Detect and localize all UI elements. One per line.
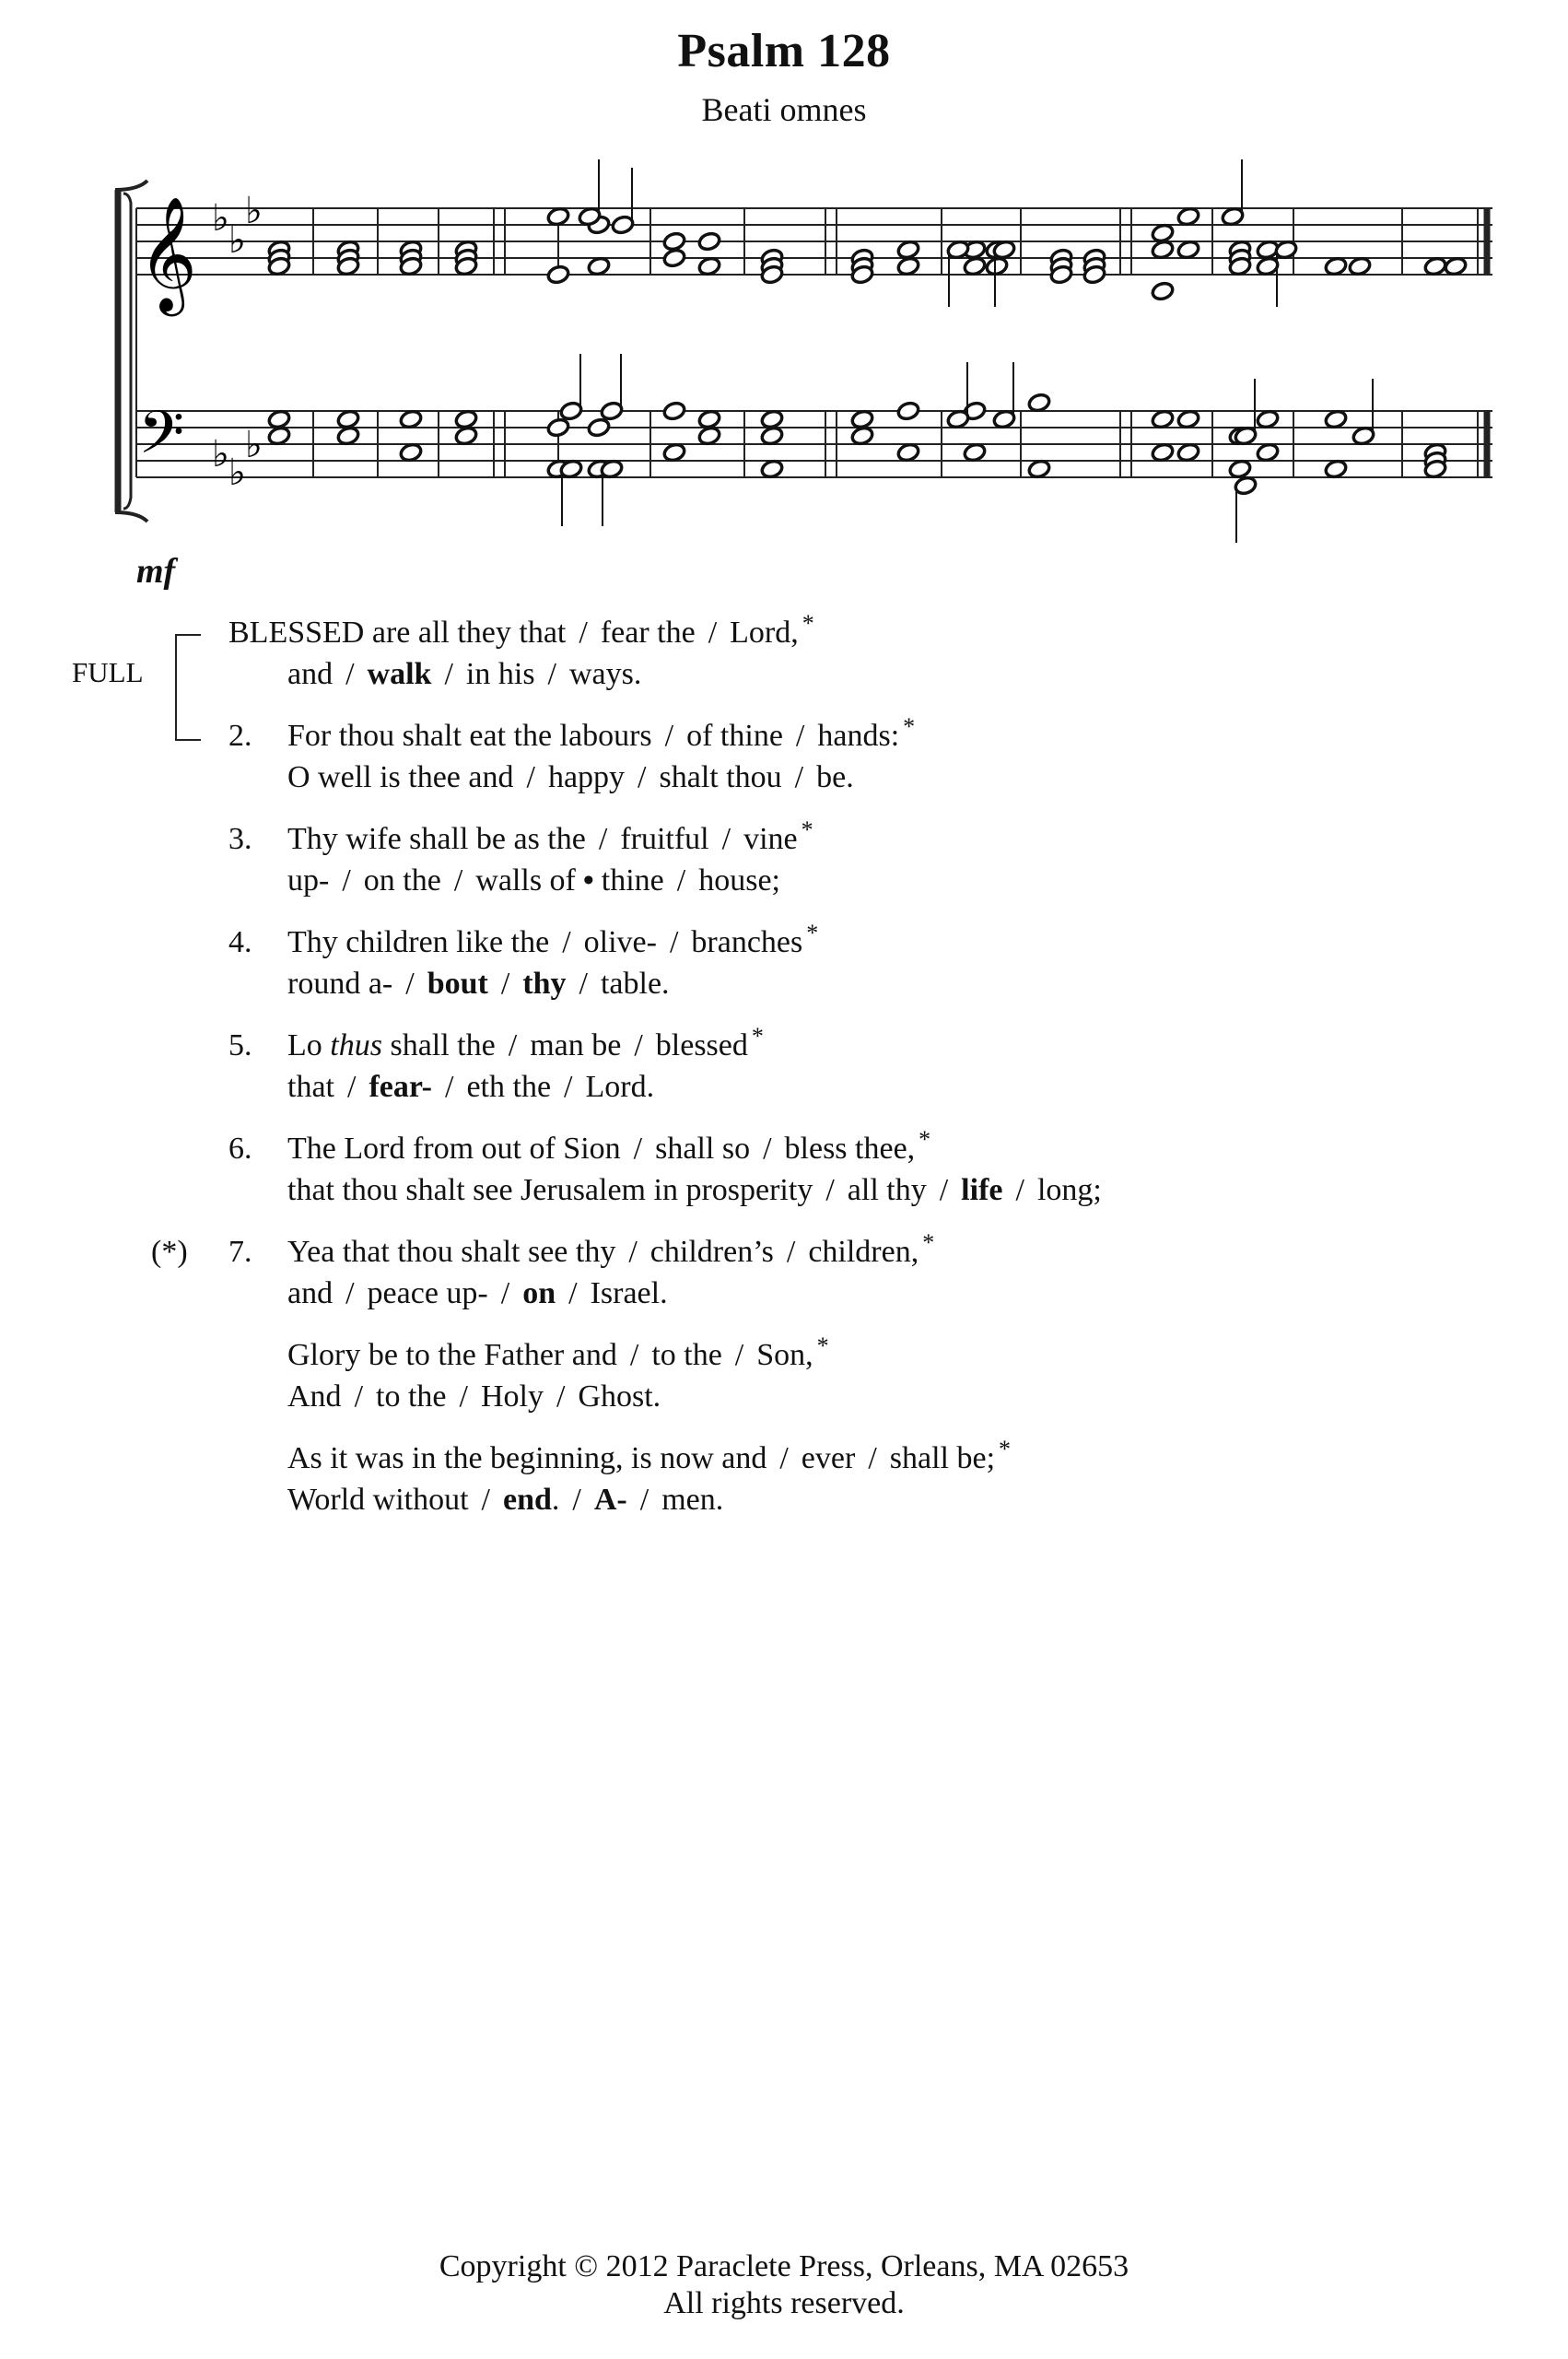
verse-text: [287, 1334, 829, 1378]
verse-line: [0, 963, 1568, 1004]
note-head: [267, 409, 291, 430]
verse-word: man be: [530, 1028, 622, 1062]
pointing-bar: /: [508, 1028, 518, 1062]
verse-word: long;: [1036, 1173, 1102, 1207]
pointing-bar: /: [795, 719, 805, 753]
verse-word: The Lord from out of Sion: [287, 1132, 621, 1166]
flat-sign: ♭: [228, 219, 246, 262]
pointing-bar: /: [638, 760, 647, 794]
verse-word: Thy wife shall be as the: [287, 822, 586, 856]
note-head: [697, 426, 721, 447]
note-head: [546, 417, 570, 439]
verse-number: 3.: [228, 822, 252, 856]
verse-number: 6.: [228, 1132, 252, 1166]
flat-sign: ♭: [212, 433, 229, 475]
verse-word: bless thee,: [784, 1132, 916, 1166]
pointing-bar: /: [500, 1276, 510, 1310]
note-head: [1151, 240, 1175, 261]
verse-word: ways.: [569, 657, 642, 691]
bracket-hook-bottom: [115, 512, 147, 522]
note-head: [454, 426, 478, 447]
mediation-asterisk: *: [801, 816, 813, 843]
pointing-bar: /: [598, 822, 608, 856]
note-head: [896, 401, 920, 422]
copyright-line: Copyright © 2012 Paraclete Press, Orleans, MA 02653: [439, 2249, 1129, 2283]
verse-word: house;: [698, 863, 780, 898]
flat-sign: ♭: [228, 452, 246, 494]
pointing-bar: /: [786, 1235, 796, 1269]
pointing-bar: /: [445, 1070, 454, 1104]
note-head: [985, 256, 1009, 277]
verse-word: peace up-: [367, 1276, 488, 1310]
stressed-syllable: thy: [522, 967, 567, 1001]
flat-sign: ♭: [245, 190, 263, 232]
note-head: [896, 256, 920, 277]
pointing-bar: /: [547, 657, 556, 691]
verse: [0, 921, 1568, 1004]
pointing-bar: /: [825, 1173, 835, 1207]
note-head: [697, 256, 721, 277]
verse-word: O well is thee and: [287, 760, 514, 794]
pointing-bar: /: [779, 1441, 789, 1475]
verse-text: [287, 757, 854, 798]
music-score: [0, 0, 1568, 553]
treble-clef: 𝄞: [138, 196, 197, 311]
note-head: [1151, 281, 1175, 302]
pointing-bar: /: [453, 863, 463, 898]
note-head: [1176, 442, 1200, 464]
verse-word: vine: [743, 822, 798, 856]
pointing-bar: /: [579, 616, 588, 650]
note-head: [1151, 409, 1175, 430]
verse-word: to the: [376, 1379, 447, 1414]
note-head: [1324, 459, 1348, 480]
pointing-bar: /: [345, 657, 355, 691]
note-head: [587, 417, 611, 439]
verse-word: that: [287, 1070, 334, 1104]
verse-text: [287, 653, 641, 695]
pointing-bar: /: [564, 1070, 573, 1104]
verse-word: and: [287, 1276, 333, 1310]
verse: [0, 1128, 1568, 1211]
verse-word: Ghost.: [578, 1379, 661, 1414]
note-head: [760, 459, 784, 480]
verse-text: [287, 1128, 930, 1171]
verse-text: [228, 612, 814, 655]
verse-word: of thine: [686, 719, 783, 753]
mediation-asterisk: *: [806, 920, 819, 946]
note-head: [587, 256, 611, 277]
verse-line: [0, 1334, 1568, 1376]
verse-number: 2.: [228, 719, 252, 753]
note-head: [697, 231, 721, 252]
verse-word: For thou shalt eat the labours: [287, 719, 652, 753]
note-head: [760, 409, 784, 430]
verse-word: fear the: [600, 616, 696, 650]
verse-word: thine: [601, 863, 664, 898]
verse-line: [0, 1273, 1568, 1314]
verse-word: shalt thou: [659, 760, 782, 794]
verse-word: branches: [691, 925, 803, 959]
note-head: [399, 409, 423, 430]
verse-text: [287, 1376, 661, 1417]
verse: [0, 1025, 1568, 1108]
stressed-syllable: end: [502, 1483, 552, 1517]
pointing-bar: /: [868, 1441, 877, 1475]
verse: [0, 612, 1568, 695]
pointing-bar: /: [481, 1483, 490, 1517]
verse-line: [0, 1066, 1568, 1108]
verse-line: [0, 757, 1568, 798]
verse-word: shall be;: [889, 1441, 996, 1475]
page-subtitle: Beati omnes: [701, 91, 867, 128]
note-head: [546, 264, 570, 286]
verse-word: Lo: [287, 1028, 331, 1062]
pointing-bar: /: [1015, 1173, 1024, 1207]
pointing-bar: /: [763, 1132, 772, 1166]
verse-word: ever: [801, 1441, 856, 1475]
verse-word: Son,: [756, 1338, 813, 1372]
pointing-bar: /: [669, 925, 679, 959]
verse-word: Lord.: [585, 1070, 655, 1104]
note-head: [1256, 442, 1280, 464]
pointing-dot: •: [582, 863, 594, 898]
verse-word: happy: [547, 760, 626, 794]
verse-word: Thy children like the: [287, 925, 550, 959]
pointing-bar: /: [342, 863, 351, 898]
note-head: [1027, 459, 1051, 480]
rights-line: All rights reserved.: [663, 2286, 905, 2320]
verse-word: men.: [661, 1483, 724, 1517]
verse-text: [287, 818, 813, 862]
verse-line: [0, 1438, 1568, 1479]
verse-line: [0, 612, 1568, 653]
verse-line: [0, 1128, 1568, 1169]
mediation-asterisk: *: [802, 610, 814, 637]
pointing-bar: /: [794, 760, 804, 794]
stressed-syllable: walk: [367, 657, 432, 691]
note-head: [1176, 240, 1200, 261]
stressed-syllable: A-: [593, 1483, 627, 1517]
verse-word: Holy: [480, 1379, 544, 1414]
pointing-bar: /: [628, 1235, 638, 1269]
note-head: [662, 442, 686, 464]
verse-word: walls of: [475, 863, 576, 898]
verse-text: [287, 1479, 723, 1520]
note-head: [1176, 409, 1200, 430]
verse-line: [0, 653, 1568, 695]
note-head: [963, 442, 987, 464]
mediation-asterisk: *: [903, 713, 916, 740]
verse-word: be.: [816, 760, 854, 794]
stressed-syllable: bout: [427, 967, 488, 1001]
verse-text: [287, 1231, 934, 1274]
pointing-bar: /: [346, 1070, 357, 1104]
verse-word: As it was in the beginning, is now and: [287, 1441, 767, 1475]
pointing-bar: /: [629, 1338, 639, 1372]
verse-line: [0, 818, 1568, 860]
flat-sign: ♭: [212, 197, 229, 240]
bass-clef: 𝄢: [138, 399, 185, 482]
verse-word: shall so: [655, 1132, 751, 1166]
dynamic-marking: mf: [136, 552, 176, 591]
system-bracket: [123, 194, 131, 509]
verse-number: 7.: [228, 1235, 252, 1269]
verse-word: all thy: [847, 1173, 927, 1207]
verse-line: [0, 1479, 1568, 1520]
stressed-syllable: fear-: [369, 1070, 433, 1104]
verse-line: [0, 1025, 1568, 1066]
note-head: [697, 409, 721, 430]
note-head: [760, 426, 784, 447]
verse-word: round a-: [287, 967, 393, 1001]
pointing-bar: /: [664, 719, 674, 753]
verse-number: 5.: [228, 1028, 252, 1062]
verse: [0, 1231, 1568, 1314]
note-head: [1151, 442, 1175, 464]
verse-text: [287, 1169, 1102, 1211]
pointing-bar: /: [633, 1132, 643, 1166]
verse-line: [0, 921, 1568, 963]
pointing-bar: /: [721, 822, 731, 856]
verse-word: Yea that thou shalt see thy: [287, 1235, 616, 1269]
pointing-bar: /: [708, 616, 718, 650]
verse-text: [287, 921, 818, 965]
note-head: [896, 240, 920, 261]
note-head: [963, 256, 987, 277]
mediation-asterisk: *: [816, 1332, 829, 1359]
verse: [0, 1334, 1568, 1417]
note-head: [454, 409, 478, 430]
note-head: [1324, 256, 1348, 277]
note-head: [1423, 256, 1447, 277]
note-head: [399, 442, 423, 464]
note-head: [662, 248, 686, 269]
verse-word: olive-: [583, 925, 657, 959]
pointing-bar: /: [500, 967, 510, 1001]
verse-word: and: [287, 657, 333, 691]
verse-word: And: [287, 1379, 342, 1414]
page-title: Psalm 128: [677, 25, 891, 77]
pointing-bar: /: [734, 1338, 744, 1372]
note-head: [1348, 256, 1372, 277]
note-head: [662, 231, 686, 252]
pointing-bar: /: [639, 1483, 649, 1517]
verse-word: .: [551, 1483, 560, 1517]
mediation-asterisk: *: [751, 1023, 764, 1050]
verse-line: [0, 1169, 1568, 1211]
verse-word: Israel.: [590, 1276, 668, 1310]
pointing-bar: /: [939, 1173, 949, 1207]
note-head: [267, 426, 291, 447]
pointing-bar: /: [572, 1483, 581, 1517]
note-head: [1151, 223, 1175, 244]
verse-word: in his: [465, 657, 535, 691]
verse-word: BLESSED are all they that: [228, 616, 567, 650]
pointing-bar: /: [526, 760, 535, 794]
note-head: [1027, 393, 1051, 414]
verse-word: children’s: [649, 1235, 774, 1269]
verse-word: up-: [287, 863, 330, 898]
verse-word: shall the: [381, 1028, 496, 1062]
note-head: [1256, 409, 1280, 430]
verse-line: [0, 1231, 1568, 1273]
pointing-bar: /: [676, 863, 686, 898]
verse-word: that thou shalt see Jerusalem in prosperity: [287, 1173, 813, 1207]
psalm-verses: [0, 612, 1568, 1541]
verse-text: [287, 1025, 764, 1068]
bracket-hook-top: [115, 181, 147, 190]
note-head: [1176, 206, 1200, 228]
verse-line: [0, 715, 1568, 757]
verse-text: [287, 1438, 1011, 1481]
verse-text: [287, 963, 670, 1004]
verse-word: to the: [651, 1338, 722, 1372]
pointing-bar: /: [568, 1276, 578, 1310]
note-head: [336, 426, 360, 447]
verse-line: [0, 1376, 1568, 1417]
verse-word: Glory be to the Father and: [287, 1338, 617, 1372]
verse-number: 4.: [228, 925, 252, 959]
pointing-bar: /: [354, 1379, 364, 1414]
note-head: [850, 426, 874, 447]
note-head: [336, 409, 360, 430]
verse-word: children,: [808, 1235, 919, 1269]
pointing-bar: /: [405, 967, 415, 1001]
note-head: [1324, 409, 1348, 430]
verse-word: Lord,: [730, 616, 799, 650]
note-head: [850, 409, 874, 430]
stressed-syllable: life: [961, 1173, 1003, 1207]
note-head: [1444, 256, 1468, 277]
verse-text: [287, 1066, 654, 1108]
verse: [0, 715, 1568, 798]
pointing-bar: /: [562, 925, 571, 959]
note-head: [546, 206, 570, 228]
pointing-bar: /: [459, 1379, 468, 1414]
flat-sign: ♭: [245, 424, 263, 466]
note-head: [896, 442, 920, 464]
note-head: [662, 401, 686, 422]
verse-word: on the: [363, 863, 441, 898]
verse-mark: (*): [151, 1235, 188, 1269]
verse-word: fruitful: [620, 822, 709, 856]
stressed-syllable: on: [522, 1276, 556, 1310]
mediation-asterisk: *: [919, 1126, 931, 1153]
verse-line: [0, 860, 1568, 901]
pointing-bar: /: [556, 1379, 566, 1414]
mediation-asterisk: *: [999, 1436, 1012, 1462]
full-label: FULL: [72, 656, 144, 688]
verse-word: eth the: [466, 1070, 552, 1104]
pointing-bar: /: [579, 967, 588, 1001]
verse-word: thus: [330, 1028, 382, 1062]
verse: [0, 1438, 1568, 1520]
pointing-bar: /: [634, 1028, 643, 1062]
verse-text: [287, 860, 780, 901]
pointing-bar: /: [444, 657, 453, 691]
mediation-asterisk: *: [922, 1229, 935, 1256]
verse-word: hands:: [817, 719, 900, 753]
verse-word: World without: [287, 1483, 469, 1517]
verse-word: blessed: [655, 1028, 748, 1062]
copyright-footer: [0, 2248, 1568, 2322]
verse-text: [287, 1273, 668, 1314]
verse-text: [287, 715, 915, 758]
verse-word: table.: [600, 967, 670, 1001]
pointing-bar: /: [345, 1276, 355, 1310]
verse: [0, 818, 1568, 901]
